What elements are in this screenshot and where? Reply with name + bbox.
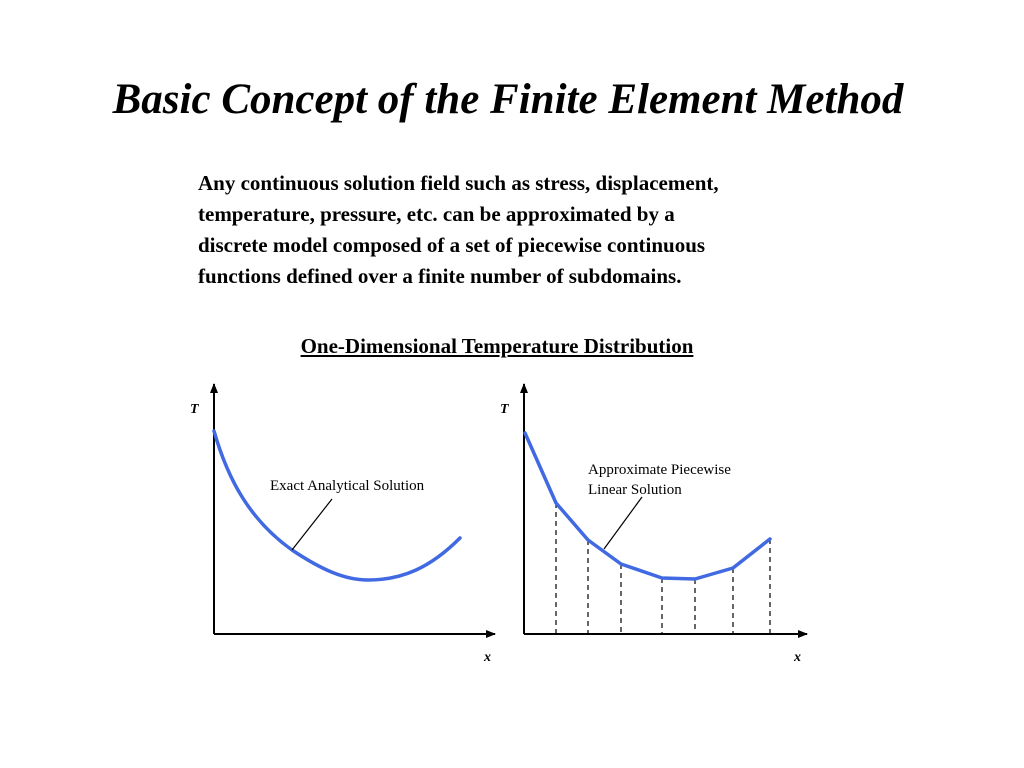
exact-solution-curve [214,431,460,580]
right-plot [500,384,807,665]
element-node-guides [556,503,770,634]
body-line: temperature, pressure, etc. can be approximated by a [198,202,675,226]
figure-title: One-Dimensional Temperature Distribution [300,334,694,358]
piecewise-solution-label [588,462,735,498]
right-y-axis-label: T [500,402,509,417]
piecewise-solution-label-line: Linear Solution [588,482,682,498]
body-line: functions defined over a finite number of subdomains. [198,264,682,288]
piecewise-solution-label-line: Approximate Piecewise [588,462,731,478]
left-x-axis-label: x [484,650,491,665]
right-x-axis-label: x [794,650,801,665]
piecewise-solution-leader-line [604,497,642,549]
left-y-axis-label: T [190,402,199,417]
body-line: discrete model composed of a set of piecewise continuous [198,233,706,257]
slide-title: Basic Concept of the Finite Element Method [112,76,904,123]
exact-solution-label: Exact Analytical Solution [270,478,425,494]
piecewise-linear-curve [525,433,770,579]
exact-solution-leader-line [292,499,332,550]
body-line: Any continuous solution field such as stress, displacement, [198,171,719,195]
left-plot [190,384,495,665]
